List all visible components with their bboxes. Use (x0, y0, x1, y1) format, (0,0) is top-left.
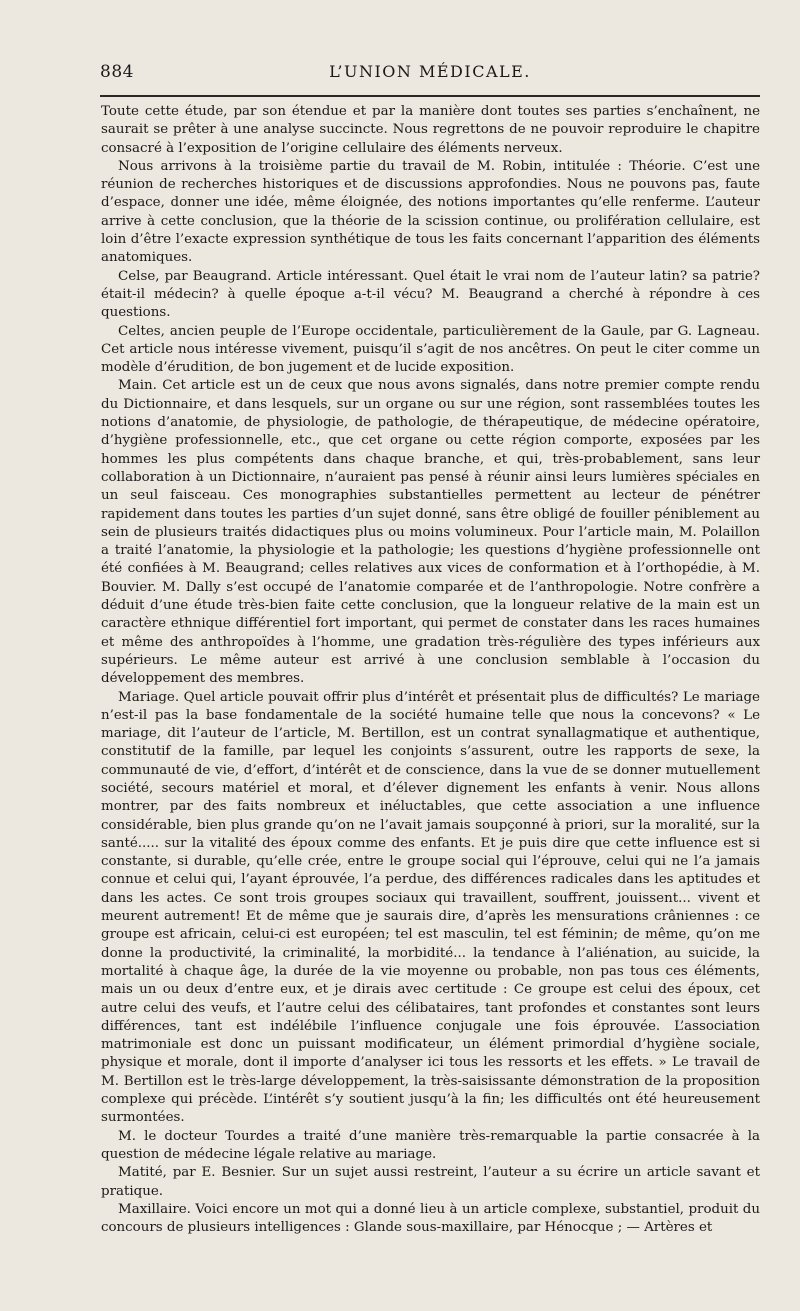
page-number: 884 (100, 62, 134, 82)
paragraph: Main. Cet article est un de ceux que nous avons signalés, dans notre premier compte rendu du Dictionnaire, et dans lesquels, sur un organe ou sur une région, sont rassemblées toutes les notions d’anatomie, de physiologie, de pathologie, de thérapeutique, de médecine opératoire, d’hygiène professionnelle, etc., que cet organe ou cette région comporte, exposées par les hommes les plus compétents dans chaque branche, et qui, très-probablement, sans leur collaboration à un Dictionnaire, n’auraient pas pensé à réunir ainsi leurs lumières spéciales en un seul faisceau. Ces monographies substantielles permettent au lecteur de pénétrer rapidement dans toutes les parties d’un sujet donné, sans être obligé de fouiller péniblement au sein de plusieurs traités didactiques plus ou moins volumineux. Pour l’article main, M. Polaillon a traité l’anatomie, la physiologie et la pathologie; les questions d’hygiène professionnelle ont été confiées à M. Beaugrand; celles relatives aux vices de conformation et à l’orthopédie, à M. Bouvier. M. Dally s’est occupé de l’anatomie comparée et de l’anthropologie. Notre confrère a déduit d’une étude très-bien faite cette conclusion, que la longueur relative de la main est un caractère ethnique différentiel fort important, qui permet de constater dans les races humaines et même des anthropoïdes à l’homme, une gradation très-régulière des types inférieurs aux supérieurs. Le même auteur est arrivé à une conclusion semblable à l’occasion du développement des membres. (101, 378, 760, 687)
paragraph: Celtes, ancien peuple de l’Europe occidentale, particulièrement de la Gaule, par G. Lagneau. Cet article nous intéresse vivement, puisqu’il s’agit de nos ancêtres. On peut le citer comme un modèle d’érudition, de bon jugement et de lucide exposition. (101, 323, 760, 376)
paragraph: Celse, par Beaugrand. Article intéressant. Quel était le vrai nom de l’auteur latin? sa patrie? était-il médecin? à quelle époque a-t-il vécu? M. Beaugrand a cherché à répondre à ces questions. (101, 268, 760, 321)
paragraph: Toute cette étude, par son étendue et par la manière dont toutes ses parties s’enchaînent, ne saurait se prêter à une analyse succincte. Nous regrettons de ne pouvoir reproduire le chapitre consacré à l’exposition de l’origine cellulaire des éléments nerveux. (101, 104, 760, 156)
body-text (101, 103, 760, 1237)
paragraph: Matité, par E. Besnier. Sur un sujet aussi restreint, l’auteur a su écrire un article savant et pratique. (101, 1165, 760, 1199)
header-rule (100, 95, 760, 97)
paragraph: M. le docteur Tourdes a traité d’une manière très-remarquable la partie consacrée à la question de médecine légale relative au mariage. (101, 1128, 760, 1162)
page-header (100, 62, 760, 88)
running-head: L’UNION MÉDICALE. (329, 62, 531, 81)
paragraph: Mariage. Quel article pouvait offrir plus d’intérêt et présentait plus de difficultés? Le mariage n’est-il pas la base fondamentale de la société humaine telle que nous la concevons? « Le mariage, dit l’auteur de l’article, M. Bertillon, est un contrat synallagmatique et authentique, constitutif de la famille, par lequel les conjoints s’assurent, outre les rapports de sexe, la communauté de vie, d’effort, d’intérêt et de conscience, dans la vue de se donner mutuellement société, secours matériel et moral, et d’élever dignement les enfants à venir. Nous allons montrer, par des faits nombreux et inéluctables, que cette association a une influence considérable, bien plus grande qu’on ne l’avait jamais soupçonné à priori, sur la moralité, sur la santé..... sur la vitalité des époux comme des enfants. Et je puis dire que cette influence est si constante, si durable, qu’elle crée, entre le groupe social qui l’éprouve, celui qui ne l’a jamais connue et celui qui, l’ayant éprouvée, l’a perdue, des différences radicales dans les aptitudes et dans les actes. Ce sont trois groupes sociaux qui travaillent, souffrent, jouissent... vivent et meurent autrement! Et de même que je saurais dire, d’après les mensurations crâniennes : ce groupe est africain, celui-ci est européen; tel est masculin, tel est féminin; de même, qu’on me donne la productivité, la criminalité, la morbidité... la tendance à l’aliénation, au suicide, la mortalité à chaque âge, la durée de la vie moyenne ou probable, non pas tous ces éléments, mais un ou deux d’entre eux, et je dirais avec certitude : Ce groupe est celui des époux, cet autre celui des veufs, et l’autre celui des célibataires, tant profondes et constantes sont leurs différences, tant est indélébile l’influence conjugale une fois éprouvée. L’association matrimoniale est donc un puissant modificateur, un élément primordial d’hygiène sociale, physique et morale, dont il importe d’analyser ici tous les ressorts et les effets. » Le travail de M. Bertillon est le très-large développement, la très-saisissante démonstration de la proposition complexe qui précède. L’intérêt s’y soutient jusqu’à la fin; les difficultés ont été heureusement surmontées. (101, 689, 760, 1126)
paragraph: Maxillaire. Voici encore un mot qui a donné lieu à un article complexe, substantiel, produit du concours de plusieurs intelligences : Glande sous-maxillaire, par Hénocque ; — Artères et (101, 1201, 760, 1236)
paragraph: Nous arrivons à la troisième partie du travail de M. Robin, intitulée : Théorie. C’est une réunion de recherches historiques et de discussions approfondies. Nous ne pouvons pas, faute d’espace, donner une idée, même éloignée, des notions importantes qu’elle renferme. L’auteur arrive à cette conclusion, que la théorie de la scission continue, ou prolifération cellulaire, est loin d’être l’exacte expression synthétique de tous les faits concernant l’apparition des éléments anatomiques. (101, 158, 760, 266)
